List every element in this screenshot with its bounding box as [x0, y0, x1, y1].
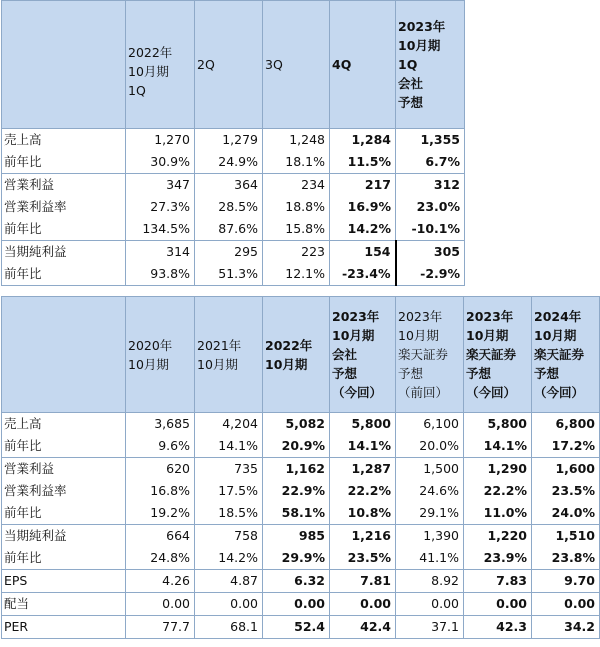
table-row	[2, 151, 465, 174]
table-cell: 6.7%	[396, 151, 465, 174]
table-cell: 620	[126, 458, 195, 481]
table-cell: 27.3%	[126, 196, 195, 218]
table-row	[2, 435, 600, 458]
table-cell: -2.9%	[396, 263, 465, 286]
table-row	[2, 458, 600, 481]
table-cell: 51.3%	[195, 263, 263, 286]
header-cell-3q: 3Q	[263, 1, 330, 129]
table-cell: 223	[263, 241, 330, 264]
table-row	[2, 570, 600, 593]
table-cell: 6,100	[396, 413, 464, 436]
table-cell: 58.1%	[263, 502, 330, 525]
table-row	[2, 241, 465, 264]
table-cell: 23.8%	[532, 547, 600, 570]
table-cell: 24.0%	[532, 502, 600, 525]
table-cell: 134.5%	[126, 218, 195, 241]
table-cell: 9.6%	[126, 435, 195, 458]
table-cell: 30.9%	[126, 151, 195, 174]
row-label: 営業利益	[2, 458, 126, 481]
table-cell: 0.00	[532, 593, 600, 616]
table-cell: 22.9%	[263, 480, 330, 502]
table-cell: 1,287	[330, 458, 396, 481]
table-cell: 42.3	[464, 616, 532, 639]
table-row	[2, 413, 600, 436]
table-row	[2, 480, 600, 502]
header-cell-fy2020: 2020年 10月期	[126, 297, 195, 413]
table-row	[2, 593, 600, 616]
table-cell: 305	[396, 241, 465, 264]
table-cell: 29.1%	[396, 502, 464, 525]
row-label: 前年比	[2, 502, 126, 525]
table-cell: 42.4	[330, 616, 396, 639]
table-cell: 314	[126, 241, 195, 264]
table-cell: 28.5%	[195, 196, 263, 218]
header-row	[2, 1, 465, 129]
table-cell: 18.1%	[263, 151, 330, 174]
table-cell: 4,204	[195, 413, 263, 436]
row-label: 配当	[2, 593, 126, 616]
table-cell: 1,390	[396, 525, 464, 548]
table-cell: 23.9%	[464, 547, 532, 570]
row-label: 売上高	[2, 129, 126, 152]
table-cell: -23.4%	[330, 263, 396, 286]
table-cell: 18.8%	[263, 196, 330, 218]
table-row	[2, 129, 465, 152]
table-cell: 10.8%	[330, 502, 396, 525]
table-cell: 0.00	[464, 593, 532, 616]
row-label: 当期純利益	[2, 241, 126, 264]
table-cell: 14.2%	[195, 547, 263, 570]
header-cell-fy2024-rakuten-current: 2024年 10月期 楽天証券 予想 （今回）	[532, 297, 600, 413]
table-cell: 77.7	[126, 616, 195, 639]
table-cell: 11.0%	[464, 502, 532, 525]
table-cell: 0.00	[195, 593, 263, 616]
table-cell: 29.9%	[263, 547, 330, 570]
table-cell: 1,600	[532, 458, 600, 481]
table-cell: 12.1%	[263, 263, 330, 286]
table-cell: 7.81	[330, 570, 396, 593]
row-label: 前年比	[2, 547, 126, 570]
table-cell: 16.9%	[330, 196, 396, 218]
table-cell: 1,162	[263, 458, 330, 481]
table-cell: 23.0%	[396, 196, 465, 218]
table-cell: 234	[263, 174, 330, 197]
table-cell: 1,355	[396, 129, 465, 152]
row-label: 前年比	[2, 218, 126, 241]
table-cell: 154	[330, 241, 396, 264]
row-label: 営業利益	[2, 174, 126, 197]
table-cell: 5,800	[330, 413, 396, 436]
header-cell-corner	[2, 1, 126, 129]
table-cell: 6,800	[532, 413, 600, 436]
header-cell-corner	[2, 297, 126, 413]
row-label: 前年比	[2, 151, 126, 174]
table-cell: 18.5%	[195, 502, 263, 525]
table-cell: 0.00	[263, 593, 330, 616]
table-cell: 22.2%	[464, 480, 532, 502]
quarterly-results-table	[1, 0, 465, 286]
table-cell: 4.87	[195, 570, 263, 593]
table-cell: 14.1%	[195, 435, 263, 458]
table-cell: 664	[126, 525, 195, 548]
header-cell-2q: 2Q	[195, 1, 263, 129]
table-row	[2, 196, 465, 218]
table-cell: 37.1	[396, 616, 464, 639]
table-cell: 24.6%	[396, 480, 464, 502]
table-cell: 41.1%	[396, 547, 464, 570]
table-row	[2, 547, 600, 570]
table-cell: 34.2	[532, 616, 600, 639]
table-cell: 8.92	[396, 570, 464, 593]
table-cell: 23.5%	[532, 480, 600, 502]
table-cell: 20.0%	[396, 435, 464, 458]
header-cell-fy2022: 2022年 10月期	[263, 297, 330, 413]
table-cell: 87.6%	[195, 218, 263, 241]
row-label: 前年比	[2, 435, 126, 458]
header-cell-4q: 4Q	[330, 1, 396, 129]
row-label: 売上高	[2, 413, 126, 436]
table-cell: 9.70	[532, 570, 600, 593]
annual-results-table	[1, 296, 600, 639]
table-cell: 1,248	[263, 129, 330, 152]
row-label: EPS	[2, 570, 126, 593]
table-row	[2, 263, 465, 286]
table-cell: 23.5%	[330, 547, 396, 570]
table-cell: 68.1	[195, 616, 263, 639]
table-cell: 758	[195, 525, 263, 548]
table-cell: 1,220	[464, 525, 532, 548]
table-cell: 6.32	[263, 570, 330, 593]
table-row	[2, 218, 465, 241]
row-label: 当期純利益	[2, 525, 126, 548]
table-cell: 11.5%	[330, 151, 396, 174]
table-cell: 52.4	[263, 616, 330, 639]
table-cell: 1,500	[396, 458, 464, 481]
table-cell: 14.1%	[330, 435, 396, 458]
table-cell: 364	[195, 174, 263, 197]
row-label: 営業利益率	[2, 480, 126, 502]
header-row	[2, 297, 600, 413]
table-cell: 4.26	[126, 570, 195, 593]
table-row	[2, 525, 600, 548]
table-cell: 7.83	[464, 570, 532, 593]
table-cell: 20.9%	[263, 435, 330, 458]
table-cell: 1,279	[195, 129, 263, 152]
table-cell: 295	[195, 241, 263, 264]
table-cell: 1,284	[330, 129, 396, 152]
header-cell-fy2021: 2021年 10月期	[195, 297, 263, 413]
table-cell: 0.00	[330, 593, 396, 616]
table-cell: 19.2%	[126, 502, 195, 525]
table-cell: 16.8%	[126, 480, 195, 502]
table-cell: 735	[195, 458, 263, 481]
table-cell: 14.1%	[464, 435, 532, 458]
table-cell: 14.2%	[330, 218, 396, 241]
table-cell: 312	[396, 174, 465, 197]
table-cell: 217	[330, 174, 396, 197]
table-row	[2, 174, 465, 197]
table-row	[2, 616, 600, 639]
table-row	[2, 502, 600, 525]
table-cell: 22.2%	[330, 480, 396, 502]
table-cell: 17.5%	[195, 480, 263, 502]
table-cell: 1,510	[532, 525, 600, 548]
row-label: 前年比	[2, 263, 126, 286]
table-cell: 5,800	[464, 413, 532, 436]
header-cell-fy2023-rakuten-previous: 2023年 10月期 楽天証券 予想 （前回）	[396, 297, 464, 413]
table-cell: 93.8%	[126, 263, 195, 286]
row-label: PER	[2, 616, 126, 639]
table-cell: 0.00	[126, 593, 195, 616]
table-cell: 3,685	[126, 413, 195, 436]
header-cell-2023-1q-forecast: 2023年 10月期 1Q 会社 予想	[396, 1, 465, 129]
table-cell: 985	[263, 525, 330, 548]
table-cell: 1,270	[126, 129, 195, 152]
table-cell: 24.9%	[195, 151, 263, 174]
header-cell-2022-1q: 2022年 10月期 1Q	[126, 1, 195, 129]
table-cell: -10.1%	[396, 218, 465, 241]
header-cell-fy2023-rakuten-current: 2023年 10月期 楽天証券 予想 （今回）	[464, 297, 532, 413]
table-cell: 17.2%	[532, 435, 600, 458]
header-cell-fy2023-company-forecast: 2023年 10月期 会社 予想 （今回）	[330, 297, 396, 413]
table-cell: 347	[126, 174, 195, 197]
table-cell: 24.8%	[126, 547, 195, 570]
table-cell: 0.00	[396, 593, 464, 616]
table-cell: 1,216	[330, 525, 396, 548]
row-label: 営業利益率	[2, 196, 126, 218]
table-cell: 1,290	[464, 458, 532, 481]
table-cell: 15.8%	[263, 218, 330, 241]
table-cell: 5,082	[263, 413, 330, 436]
